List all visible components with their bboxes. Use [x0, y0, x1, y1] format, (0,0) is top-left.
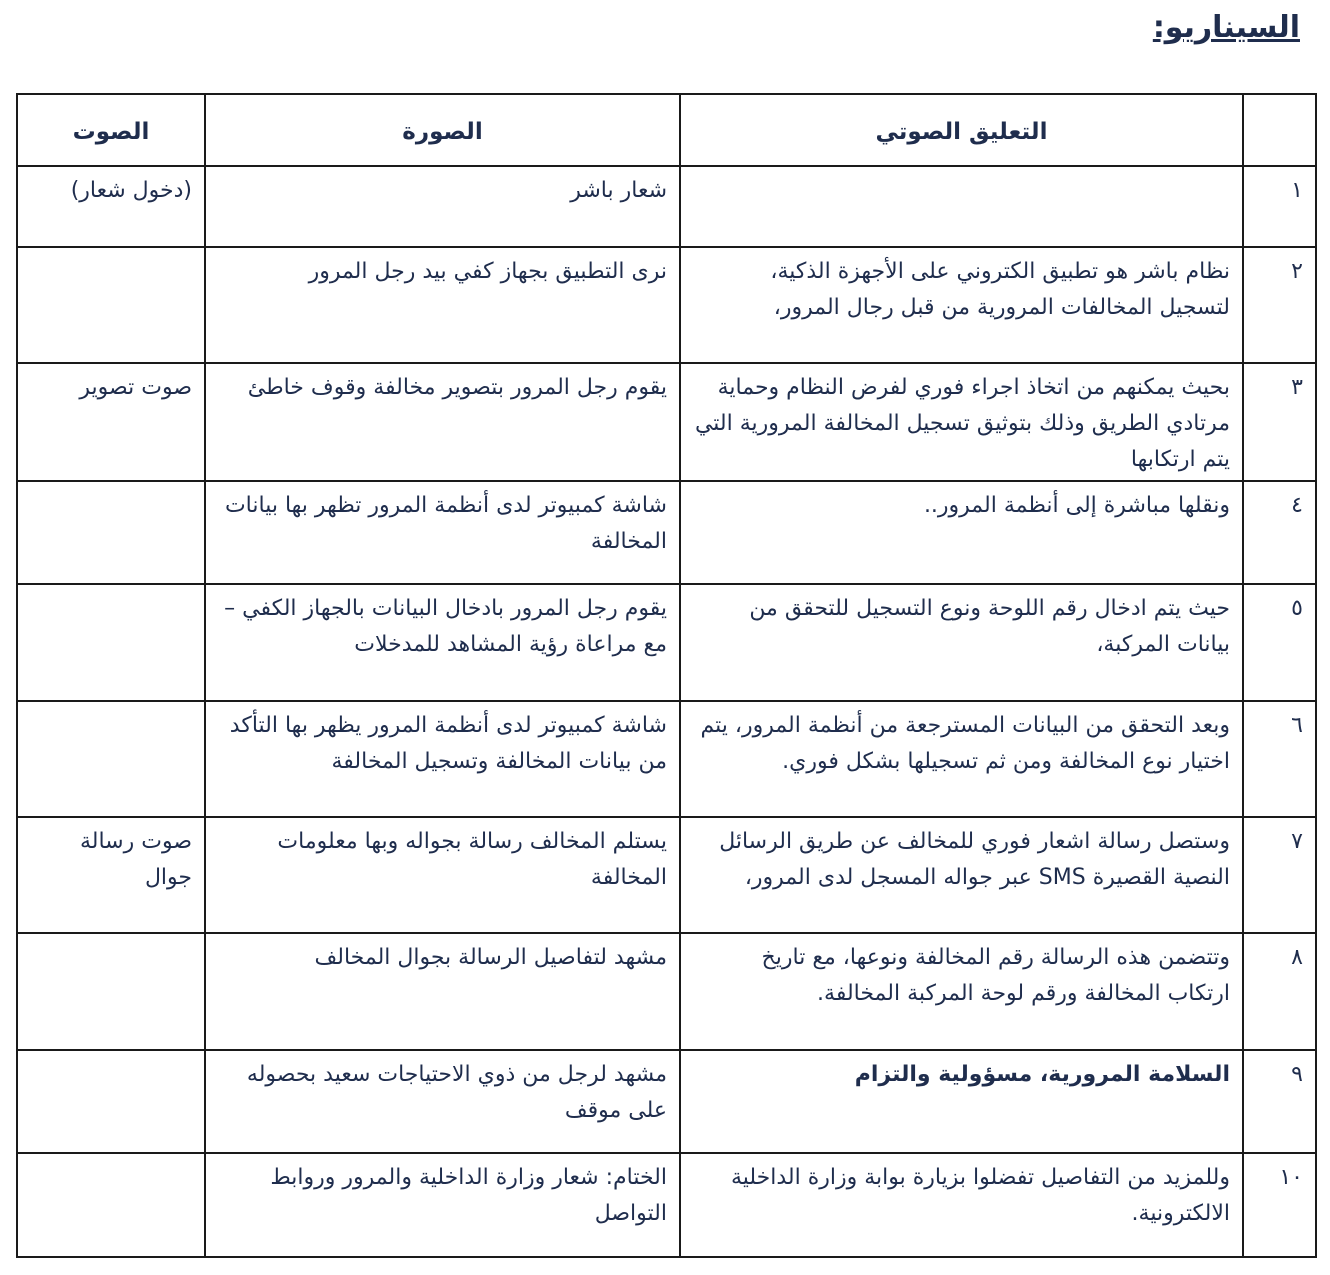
table-row [17, 247, 1316, 363]
row-image: يقوم رجل المرور بادخال البيانات بالجهاز الكفي – مع مراعاة رؤية المشاهد للمدخلات [205, 584, 680, 701]
row-sound [17, 1050, 205, 1153]
table-row [17, 817, 1316, 933]
row-sound [17, 933, 205, 1050]
row-number: ١٠ [1243, 1153, 1316, 1257]
row-sound: صوت رسالة جوال [17, 817, 205, 933]
table-row [17, 1050, 1316, 1153]
table-row [17, 363, 1316, 481]
row-number: ٤ [1243, 481, 1316, 584]
row-number: ٥ [1243, 584, 1316, 701]
header-row [17, 94, 1316, 166]
table-row [17, 1153, 1316, 1257]
row-sound [17, 481, 205, 584]
table-row [17, 933, 1316, 1050]
row-sound: صوت تصوير [17, 363, 205, 481]
row-number: ١ [1243, 166, 1316, 247]
row-number: ٩ [1243, 1050, 1316, 1153]
row-sound: (دخول شعار) [17, 166, 205, 247]
row-image: شاشة كمبيوتر لدى أنظمة المرور يظهر بها التأكد من بيانات المخالفة وتسجيل المخالفة [205, 701, 680, 817]
row-number: ٨ [1243, 933, 1316, 1050]
header-commentary: التعليق الصوتي [680, 94, 1243, 166]
header-sound: الصوت [17, 94, 205, 166]
row-number: ٧ [1243, 817, 1316, 933]
row-commentary [680, 166, 1243, 247]
row-sound [17, 584, 205, 701]
row-image: شعار باشر [205, 166, 680, 247]
page-title: السيناريو: [1152, 10, 1300, 45]
row-commentary: وبعد التحقق من البيانات المسترجعة من أنظمة المرور، يتم اختيار نوع المخالفة ومن ثم تسجيلها بشكل فوري. [680, 701, 1243, 817]
row-commentary: نظام باشر هو تطبيق الكتروني على الأجهزة الذكية، لتسجيل المخالفات المرورية من قبل رجال المرور، [680, 247, 1243, 363]
table-row [17, 584, 1316, 701]
row-number: ٦ [1243, 701, 1316, 817]
row-commentary: وتتضمن هذه الرسالة رقم المخالفة ونوعها، مع تاريخ ارتكاب المخالفة ورقم لوحة المركبة المخالفة. [680, 933, 1243, 1050]
row-sound [17, 701, 205, 817]
row-image: نرى التطبيق بجهاز كفي بيد رجل المرور [205, 247, 680, 363]
table-row [17, 481, 1316, 584]
row-commentary: وللمزيد من التفاصيل تفضلوا بزيارة بوابة وزارة الداخلية الالكترونية. [680, 1153, 1243, 1257]
row-commentary: ونقلها مباشرة إلى أنظمة المرور.. [680, 481, 1243, 584]
scenario-table [16, 93, 1317, 1258]
row-commentary: حيث يتم ادخال رقم اللوحة ونوع التسجيل للتحقق من بيانات المركبة، [680, 584, 1243, 701]
table-row [17, 701, 1316, 817]
row-number: ٢ [1243, 247, 1316, 363]
table-row [17, 166, 1316, 247]
row-image: مشهد لرجل من ذوي الاحتياجات سعيد بحصوله على موقف [205, 1050, 680, 1153]
row-sound [17, 1153, 205, 1257]
row-commentary: وستصل رسالة اشعار فوري للمخالف عن طريق الرسائل النصية القصيرة SMS عبر جواله المسجل لدى المرور، [680, 817, 1243, 933]
row-commentary: السلامة المرورية، مسؤولية والتزام [680, 1050, 1243, 1153]
row-sound [17, 247, 205, 363]
row-image: يقوم رجل المرور بتصوير مخالفة وقوف خاطئ [205, 363, 680, 481]
row-commentary: بحيث يمكنهم من اتخاذ اجراء فوري لفرض النظام وحماية مرتادي الطريق وذلك بتوثيق تسجيل المخالفة المرورية التي يتم ارتكابها [680, 363, 1243, 481]
row-number: ٣ [1243, 363, 1316, 481]
row-image: شاشة كمبيوتر لدى أنظمة المرور تظهر بها بيانات المخالفة [205, 481, 680, 584]
header-number [1243, 94, 1316, 166]
row-image: يستلم المخالف رسالة بجواله وبها معلومات المخالفة [205, 817, 680, 933]
header-image: الصورة [205, 94, 680, 166]
row-image: مشهد لتفاصيل الرسالة بجوال المخالف [205, 933, 680, 1050]
row-image: الختام: شعار وزارة الداخلية والمرور وروابط التواصل [205, 1153, 680, 1257]
